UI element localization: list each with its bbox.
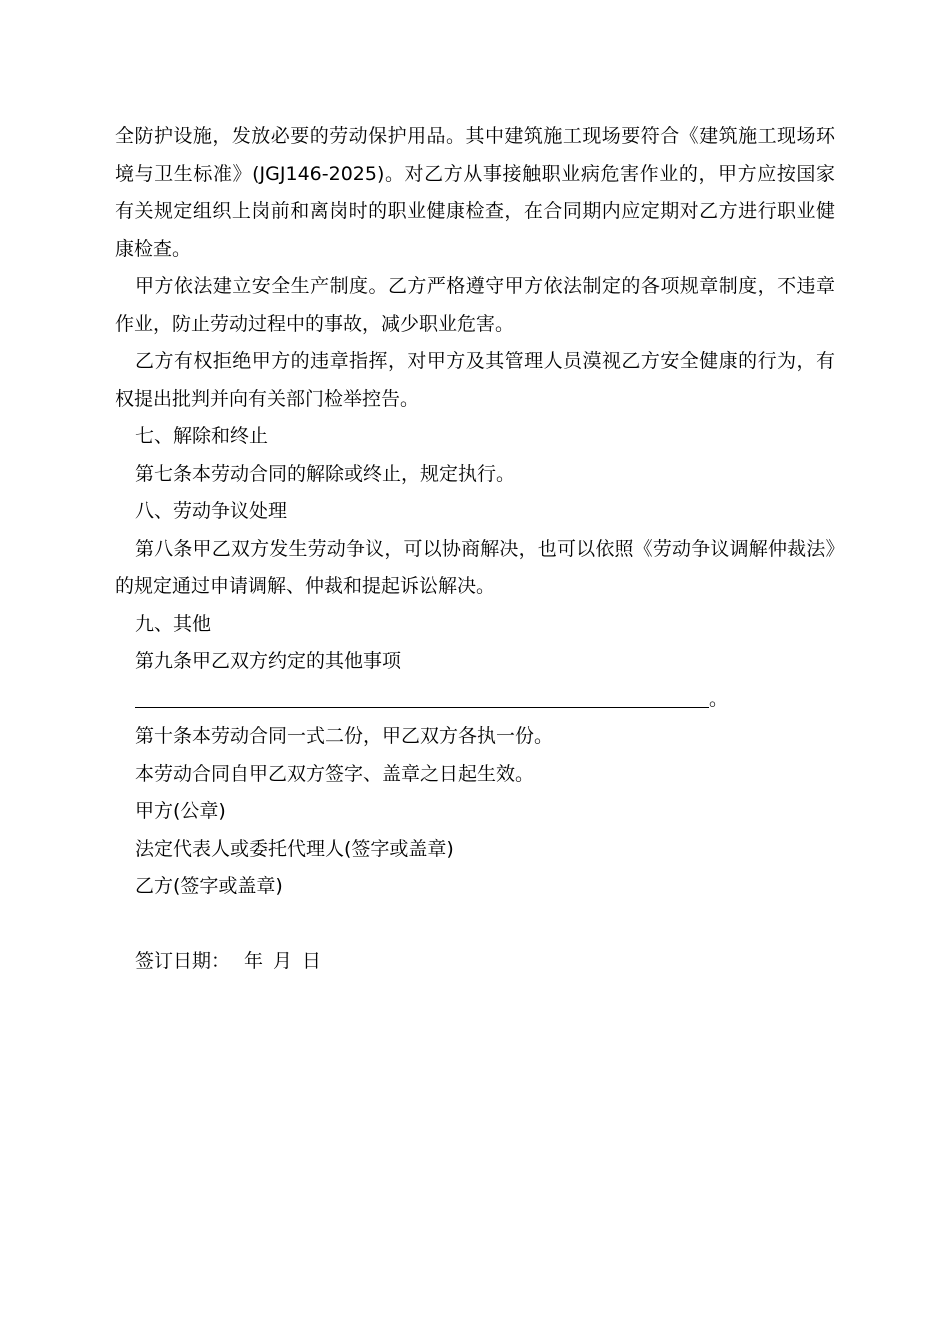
section-heading-other: 九、其他 [135,612,212,635]
signing-date-year: 年 [244,950,264,972]
article-7: 第七条本劳动合同的解除或终止，规定执行。 [135,462,516,485]
article-10: 第十条本劳动合同一式二份，甲乙双方各执一份。 [135,725,554,747]
signing-date-label: 签订日期： [135,950,231,972]
signing-date [115,943,835,981]
blank-period: 。 [709,687,729,710]
signing-date-month: 月 [273,950,293,972]
article-9: 第九条甲乙双方约定的其他事项 [135,650,402,672]
paragraph-safety-system: 甲方依法建立安全生产制度。乙方严格遵守甲方依法制定的各项规章制度，不违章作业，防止劳动过程中的事故，减少职业危害。 [115,275,835,335]
article-8: 第八条甲乙双方发生劳动争议，可以协商解决，也可以依照《劳动争议调解仲裁法》的规定通过申请调解、仲裁和提起诉讼解决。 [115,537,835,597]
section-heading-termination: 七、解除和终止 [135,425,269,447]
paragraph-safety-protection: 全防护设施，发放必要的劳动保护用品。其中建筑施工现场要符合《建筑施工现场环境与卫生标准》(JGJ146-2025)。对乙方从事接触职业病危害作业的，甲方应按国家有关规定组织上岗前和离岗时的职业健康检查，在合同期内应定期对乙方进行职业健康检查。 [115,125,835,260]
signature-party-a: 甲方(公章) [135,800,226,822]
fill-in-underline[interactable] [135,707,709,708]
section-heading-dispute: 八、劳动争议处理 [135,500,288,522]
paragraph-right-to-refuse: 乙方有权拒绝甲方的违章指挥，对甲方及其管理人员漠视乙方安全健康的行为，有权提出批判并向有关部门检举控告。 [115,350,835,410]
effective-clause: 本劳动合同自甲乙双方签字、盖章之日起生效。 [135,762,535,785]
document-body [115,118,835,981]
signature-party-b: 乙方(签字或盖章) [135,875,283,897]
signing-date-day: 日 [302,950,322,972]
other-matters-blank[interactable] [115,681,835,719]
signature-representative: 法定代表人或委托代理人(签字或盖章) [135,837,454,860]
spacer [115,906,835,944]
